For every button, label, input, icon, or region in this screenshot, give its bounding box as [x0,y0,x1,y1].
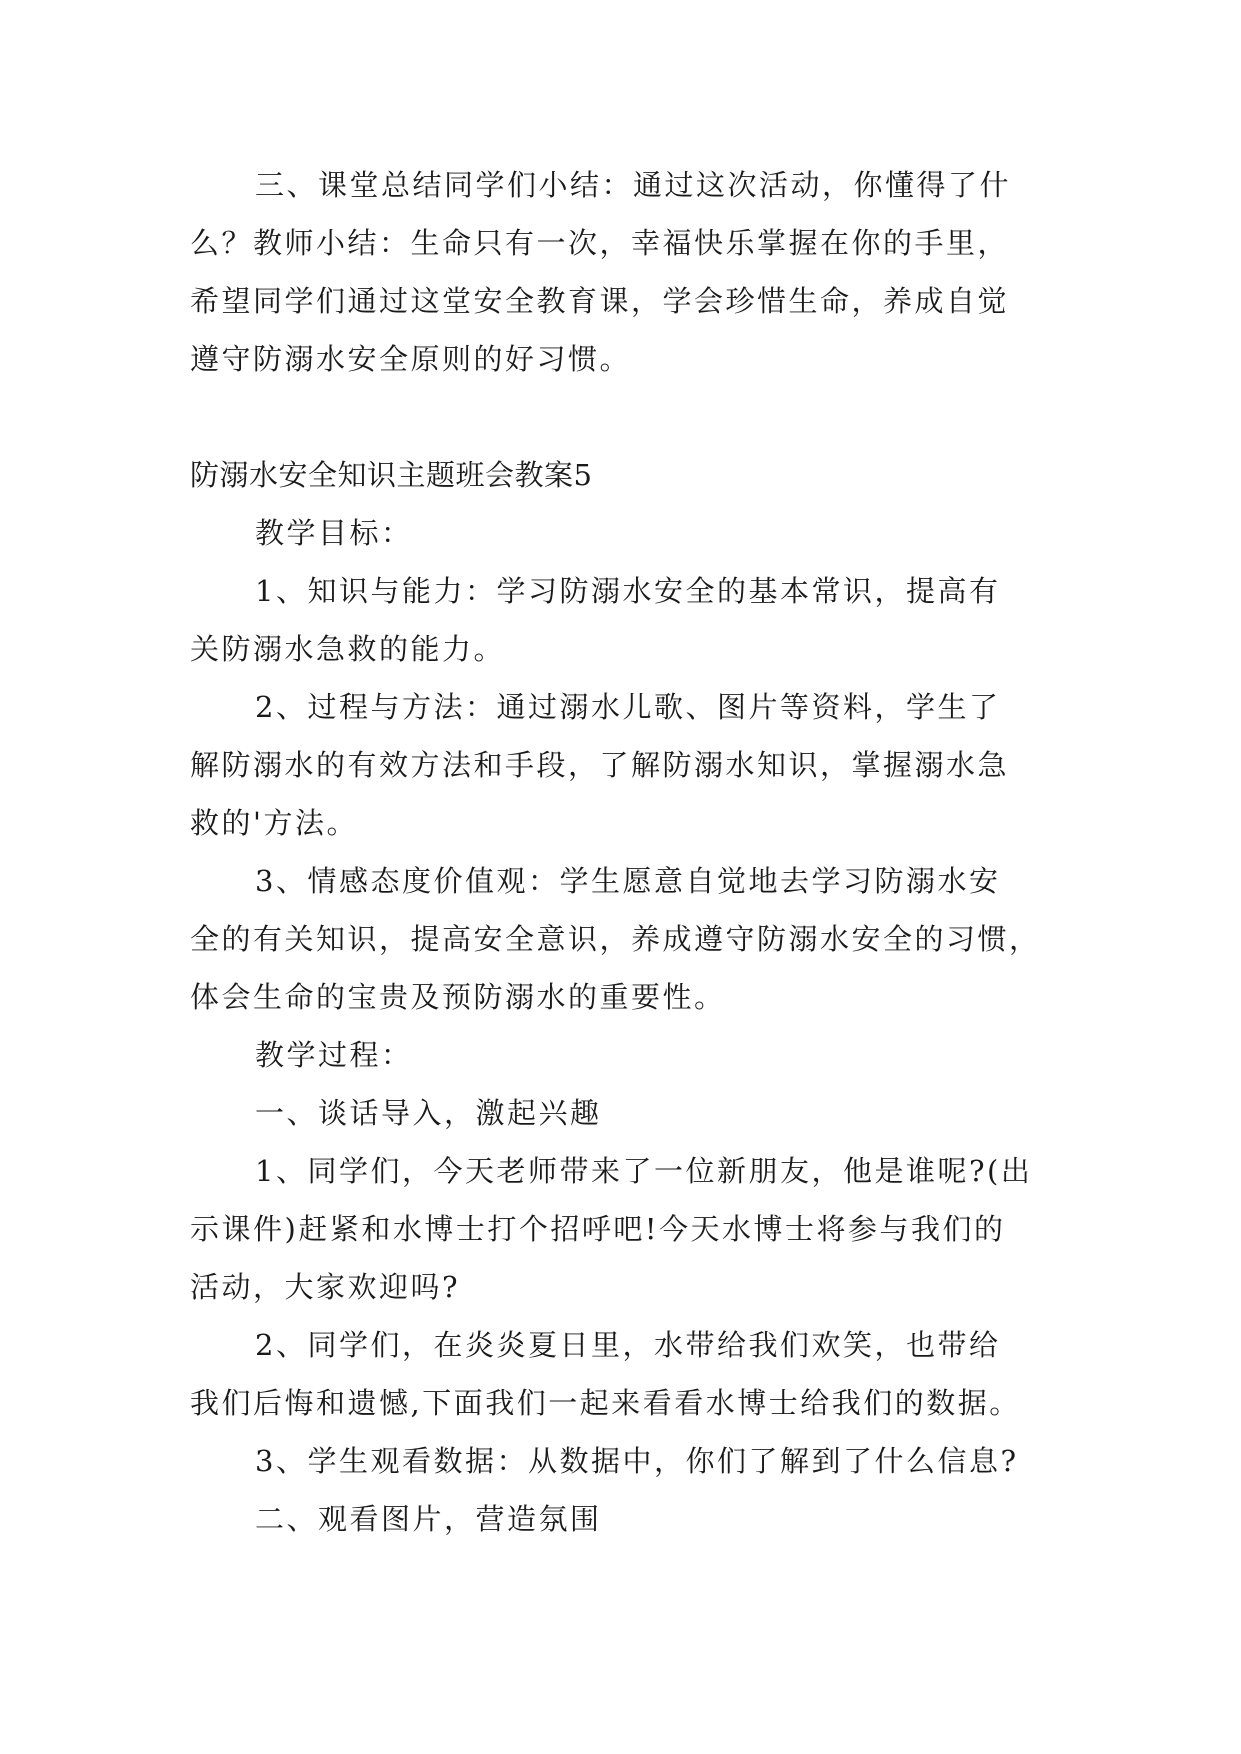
subheading: 二、观看图片，营造氛围 [255,1502,602,1536]
section-title: 防溺水安全知识主题班会教案5 [190,458,593,492]
paragraph-line: 1、知识与能力：学习防溺水安全的基本常识，提高有 [255,574,1001,608]
paragraph-line: 关防溺水急救的能力。 [190,632,506,666]
subheading: 一、谈话导入，激起兴趣 [255,1096,602,1130]
paragraph-line: 活动，大家欢迎吗? [190,1270,461,1304]
subheading: 教学过程： [255,1038,413,1072]
paragraph-line: 希望同学们通过这堂安全教育课，学会珍惜生命，养成自觉 [190,284,1010,318]
paragraph-line: 2、同学们，在炎炎夏日里，水带给我们欢笑，也带给 [255,1328,1001,1362]
paragraph-line: 体会生命的宝贵及预防溺水的重要性。 [190,980,726,1014]
paragraph-line: 示课件)赶紧和水博士打个招呼吧!今天水博士将参与我们的 [190,1212,1006,1246]
paragraph-line: 三、课堂总结同学们小结：通过这次活动，你懂得了什 [255,168,1012,202]
paragraph-line: 么？教师小结：生命只有一次，幸福快乐掌握在你的手里， [190,226,1010,260]
paragraph-line: 解防溺水的有效方法和手段，了解防溺水知识，掌握溺水急 [190,748,1010,782]
paragraph-line: 2、过程与方法：通过溺水儿歌、图片等资料，学生了 [255,690,1001,724]
paragraph-line: 3、学生观看数据：从数据中，你们了解到了什么信息? [255,1444,1019,1478]
paragraph-line: 遵守防溺水安全原则的好习惯。 [190,342,632,376]
paragraph-line: 全的有关知识，提高安全意识，养成遵守防溺水安全的习惯， [190,922,1041,956]
paragraph-line: 3、情感态度价值观：学生愿意自觉地去学习防溺水安 [255,864,1001,898]
subheading: 教学目标： [255,516,413,550]
paragraph-line: 救的'方法。 [190,806,358,840]
paragraph-line: 我们后悔和遗憾,下面我们一起来看看水博士给我们的数据。 [190,1386,1021,1420]
paragraph-line: 1、同学们，今天老师带来了一位新朋友，他是谁呢?(出 [255,1154,1033,1188]
